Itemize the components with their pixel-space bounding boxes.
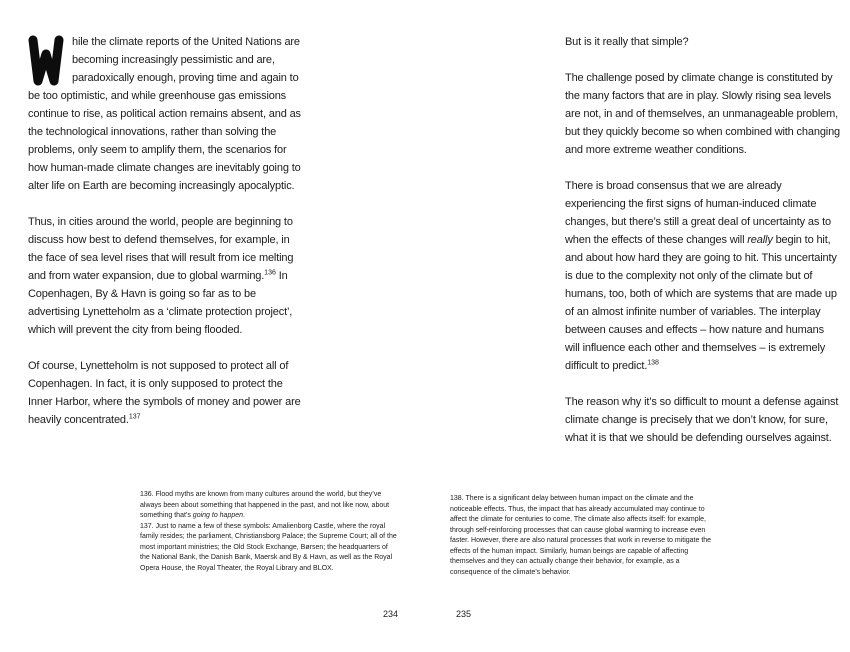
page-number-left: 234 [383,609,399,619]
paragraph: Thus, in cities around the world, people are beginning to discuss how best to defend themselves, for example, in the face of sea level rises that will result from ice melting and from water expansion, due to global warming.$^{136}$ In Copenhagen, By & Havn is going so far as to be advertising Lynetteholm as a ‘climate protection project’, which will prevent the city from being flooded. [28,216,294,336]
left-main-text [28,33,304,429]
footnote-136: 136. Flood myths are known from many cultures around the world, but they’ve always been about something that happened in the past, and not like now, about something that’s going to happen. [140,491,390,519]
paragraph: Of course, Lynetteholm is not supposed to protect all of Copenhagen. In fact, it is only supposed to protect the Inner Harbor, where the symbols of money and power are heavily concentrated.$^{137}$ [28,360,301,426]
paragraph: There is broad consensus that we are already experiencing the first signs of human-induced climate changes, but there’s still a great deal of uncertainty as to when the effects of these changes will really begin to hit, and about how hard they are going to hit. This uncertainty is due to the complexity not only of the climate but of humans, too, both of which are systems that are made up of an almost infinite number of variables. The interplay between causes and effects – how nature and humans will influence each other and themselves – is extremely difficult to predict.$^{138}$ [565,180,837,372]
footnote-137: 137. Just to name a few of these symbols: Amalienborg Castle, where the royal family resides; the parliament, Christiansborg Palace; the Supreme Court; all of the most important ministries; the Old Stock Exchange, Børsen; the headquarters of the National Bank, the Danish Bank, Maersk and By & Havn, as well as the Royal Opera House, the Royal Theater, the Royal Library and BLOX. [140,522,397,572]
right-footnotes [450,494,714,578]
paragraph: But is it really that simple? [565,36,689,48]
paragraph: The reason why it’s so difficult to mount a defense against climate change is precisely that we don’t know, for sure, what it is that we should be defending ourselves against. [565,396,839,444]
paragraph: The challenge posed by climate change is constituted by the many factors that are in play. Slowly rising sea levels are not, in and of themselves, an unmanageable problem, but they quickly become so when combined with changing and more extreme weather conditions. [565,72,841,156]
right-main-text [565,33,841,447]
page-number-right: 235 [456,609,472,619]
footnote-138: 138. There is a significant delay between human impact on the climate and the noticeable effects. Thus, the impact that has already accumulated may continue to affect the climate for centuries to come. The climate also affects itself: for example, through self-reinforcing processes that can cause global warming to increase even faster. However, there are also natural processes that work in reverse to mitigate the effects of the human impact. Similarly, human beings are capable of affecting themselves and they can actually change their behavior, for example, as a consequence of the climate’s behavior. [450,495,712,576]
paragraph [28,33,304,195]
drop-cap-w [28,35,66,87]
left-footnotes [140,490,398,574]
paragraph-text: hile the climate reports of the United Nations are becoming increasingly pessimistic and are, paradoxically enough, proving time and again to be too optimistic, and while greenhouse gas emissions continue to rise, as political action remains absent, and as the technological innovations, rather than solving the problems, only seem to amplify them, the scenarios for how human-made climate changes are inevitably going to alter life on Earth are becoming increasingly apocalyptic. [28,36,301,192]
